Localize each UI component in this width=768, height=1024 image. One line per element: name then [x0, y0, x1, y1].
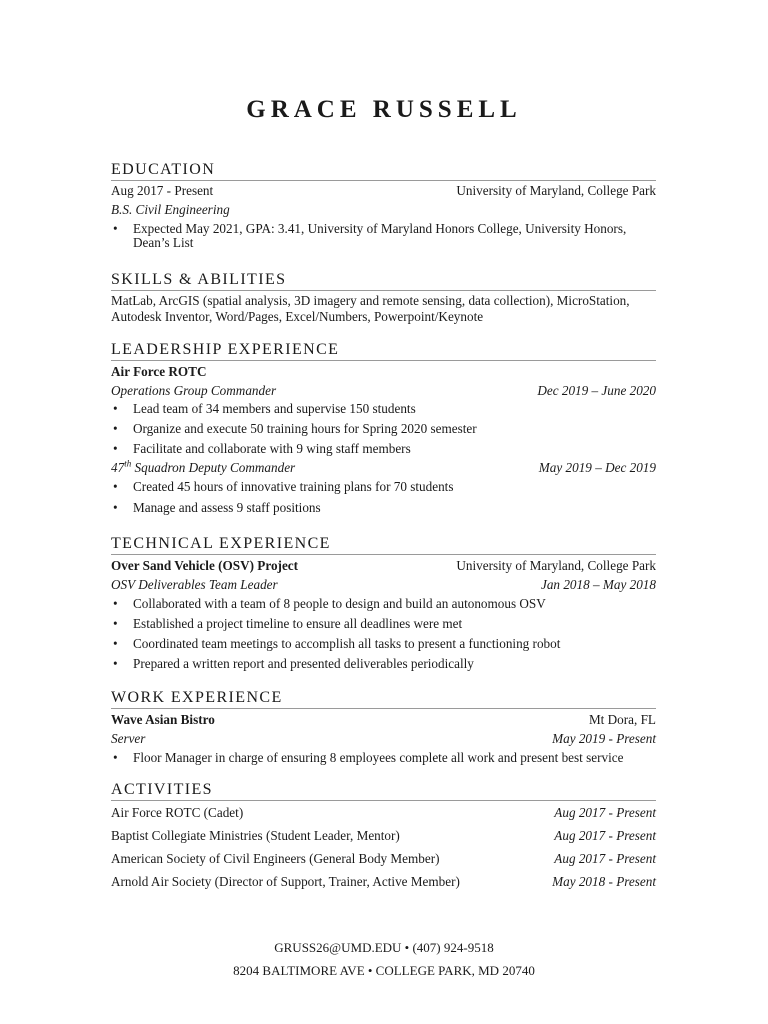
- skills-section: [111, 270, 656, 325]
- activity-dates: Aug 2017 - Present: [554, 805, 656, 820]
- skills-line-2: Autodesk Inventor, Word/Pages, Excel/Numbers, Powerpoint/Keynote: [111, 309, 484, 324]
- technical-school: University of Maryland, College Park: [456, 558, 656, 573]
- work-role-row: [111, 731, 656, 747]
- leadership-org: Air Force ROTC: [111, 364, 207, 379]
- leadership-role-2-bullets: [111, 480, 656, 515]
- education-section: [111, 160, 656, 254]
- work-employer: Wave Asian Bistro: [111, 712, 215, 727]
- activity-name: Arnold Air Society (Director of Support, Trainer, Active Member): [111, 874, 460, 889]
- footer-contact: GRUSS26@UMD.EDU • (407) 924-9518: [274, 940, 494, 955]
- technical-project: Over Sand Vehicle (OSV) Project: [111, 558, 299, 573]
- work-title: WORK EXPERIENCE: [111, 688, 656, 709]
- list-item: • Coordinated team meetings to accomplish all tasks to present a functioning robot: [111, 637, 656, 651]
- list-item: • Floor Manager in charge of ensuring 8 employees complete all work and present best service: [111, 751, 656, 765]
- education-degree: B.S. Civil Engineering: [111, 202, 230, 217]
- list-item: [111, 805, 656, 821]
- footer-address: 8204 BALTIMORE AVE • COLLEGE PARK, MD 20740: [233, 963, 535, 978]
- activity-name: Air Force ROTC (Cadet): [111, 805, 244, 820]
- education-school: University of Maryland, College Park: [456, 183, 656, 198]
- technical-bullets: [111, 597, 656, 671]
- education-bullets: [111, 222, 656, 250]
- leadership-role-2-suffix: th: [124, 458, 132, 469]
- technical-dates: Jan 2018 – May 2018: [540, 577, 656, 592]
- leadership-role-2: [111, 460, 295, 476]
- activities-title: ACTIVITIES: [111, 780, 656, 801]
- activity-dates: May 2018 - Present: [552, 874, 656, 889]
- work-bullets: [111, 751, 656, 765]
- list-item: • Collaborated with a team of 8 people to design and build an autonomous OSV: [111, 597, 656, 611]
- leadership-section: [111, 340, 656, 519]
- activity-dates: Aug 2017 - Present: [554, 851, 656, 866]
- list-item: • Facilitate and collaborate with 9 wing staff members: [111, 442, 656, 456]
- list-item: • Manage and assess 9 staff positions: [111, 501, 656, 515]
- skills-title: SKILLS & ABILITIES: [111, 270, 656, 291]
- activity-name: Baptist Collegiate Ministries (Student Leader, Mentor): [111, 828, 400, 843]
- technical-header-row: [111, 558, 656, 574]
- work-header-row: [111, 712, 656, 728]
- list-item: [111, 851, 656, 867]
- education-dates: Aug 2017 - Present: [111, 183, 214, 198]
- leadership-role-2-number: 47: [111, 460, 125, 475]
- activity-name: American Society of Civil Engineers (General Body Member): [111, 851, 440, 866]
- leadership-role-2-row: [111, 460, 656, 476]
- leadership-role-1-row: [111, 383, 656, 399]
- leadership-role-2-name: Squadron Deputy Commander: [131, 460, 296, 475]
- technical-role-row: [111, 577, 656, 593]
- technical-role: OSV Deliverables Team Leader: [111, 577, 278, 592]
- work-dates: May 2019 - Present: [552, 731, 656, 746]
- skills-line-1: MatLab, ArcGIS (spatial analysis, 3D imagery and remote sensing, data collection), MicroStation,: [111, 293, 630, 308]
- work-location: Mt Dora, FL: [588, 712, 656, 727]
- list-item: [111, 874, 656, 890]
- technical-title: TECHNICAL EXPERIENCE: [111, 534, 656, 555]
- activity-dates: Aug 2017 - Present: [554, 828, 656, 843]
- leadership-role-2-dates: May 2019 – Dec 2019: [538, 460, 656, 475]
- leadership-role-1-bullets: [111, 402, 656, 456]
- list-item: • Lead team of 34 members and supervise 150 students: [111, 402, 656, 416]
- work-section: [111, 688, 656, 769]
- technical-section: [111, 534, 656, 675]
- list-item: • Organize and execute 50 training hours for Spring 2020 semester: [111, 422, 656, 436]
- resume-name: GRACE RUSSELL: [246, 96, 522, 123]
- list-item: • Expected May 2021, GPA: 3.41, University of Maryland Honors College, University Honors, Dean’s List: [111, 222, 656, 250]
- list-item: [111, 828, 656, 844]
- leadership-title: LEADERSHIP EXPERIENCE: [111, 340, 656, 361]
- activities-section: [111, 780, 656, 897]
- leadership-role-1: Operations Group Commander: [111, 383, 277, 398]
- education-title: EDUCATION: [111, 160, 656, 181]
- activities-list: [111, 805, 656, 890]
- list-item: • Established a project timeline to ensure all deadlines were met: [111, 617, 656, 631]
- list-item: • Prepared a written report and presented deliverables periodically: [111, 657, 656, 671]
- education-header-row: [111, 183, 656, 199]
- list-item: • Created 45 hours of innovative training plans for 70 students: [111, 480, 656, 494]
- leadership-role-1-dates: Dec 2019 – June 2020: [537, 383, 656, 398]
- work-role: Server: [111, 731, 146, 746]
